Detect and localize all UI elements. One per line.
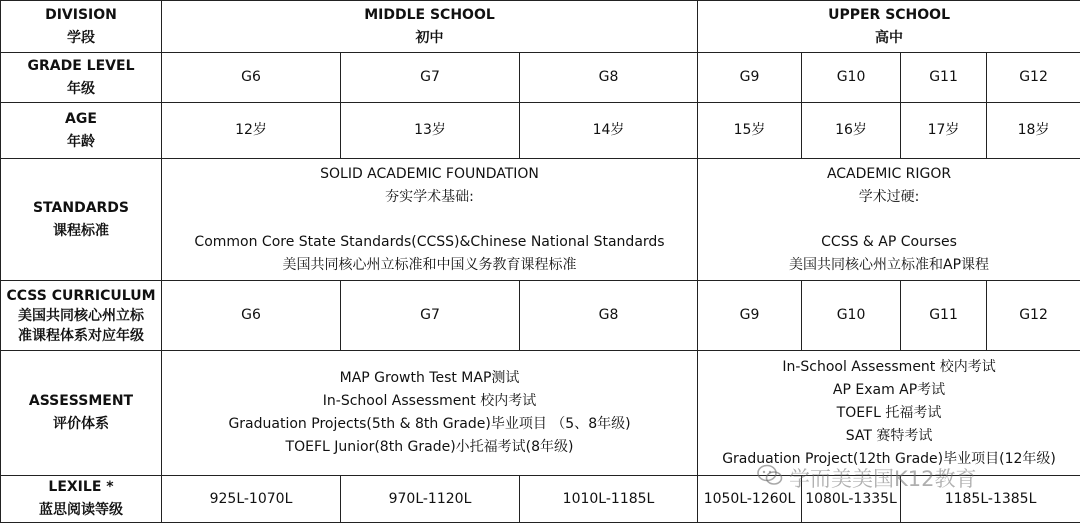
middle-school-header: MIDDLE SCHOOL 初中 — [162, 1, 698, 53]
age-cell: 14岁 — [520, 103, 698, 159]
ccss-cell: G9 — [698, 281, 802, 351]
grade-cell: G8 — [520, 53, 698, 103]
ccss-cell: G12 — [987, 281, 1080, 351]
standards-row — [1, 159, 1080, 281]
lexile-cell: 1080L-1335L — [802, 476, 901, 523]
assessment-item: In-School Assessment 校内考试 — [782, 358, 996, 375]
assessment-item: Graduation Project(12th Grade)毕业项目(12年级) — [722, 450, 1056, 467]
age-row — [1, 103, 1080, 159]
age-cell: 12岁 — [162, 103, 341, 159]
grade-cell: G9 — [698, 53, 802, 103]
assessment-middle — [162, 351, 698, 476]
assessment-item: TOEFL Junior(8th Grade)小托福考试(8年级) — [285, 439, 574, 455]
division-row — [1, 1, 1080, 53]
standards-middle: SOLID ACADEMIC FOUNDATION 夯实学术基础: Common Core State Standards(CCSS)&Chinese National Standards 美国共同核心州立标准和中国义务教育课程标准 — [162, 159, 698, 281]
watermark-text: 学而美美国K12教育 — [789, 467, 977, 491]
grade-cell: G6 — [162, 53, 341, 103]
grade-cell: G10 — [802, 53, 901, 103]
assessment-upper — [698, 351, 1080, 476]
upper-school-header: UPPER SCHOOL 高中 — [698, 1, 1080, 53]
lexile-label: LEXILE * 蓝思阅读等级 — [1, 476, 162, 523]
assessment-row — [1, 351, 1080, 476]
assessment-item: TOEFL 托福考试 — [836, 404, 942, 421]
ccss-label: CCSS CURRICULUM 美国共同核心州立标 准课程体系对应年级 — [1, 281, 162, 351]
assessment-item: MAP Growth Test MAP测试 — [339, 370, 520, 386]
lexile-cell: 1050L-1260L — [698, 476, 802, 523]
ccss-cell: G10 — [802, 281, 901, 351]
grade-cell: G7 — [341, 53, 520, 103]
assessment-item: In-School Assessment 校内考试 — [322, 393, 537, 409]
ccss-cell: G11 — [901, 281, 987, 351]
grade-level-row — [1, 53, 1080, 103]
assessment-label: ASSESSMENT 评价体系 — [1, 351, 162, 476]
standards-label: STANDARDS 课程标准 — [1, 159, 162, 281]
ccss-cell: G7 — [341, 281, 520, 351]
age-cell: 15岁 — [698, 103, 802, 159]
lexile-row — [1, 476, 1080, 523]
age-cell: 16岁 — [802, 103, 901, 159]
lexile-cell: 1185L-1385L — [901, 476, 1080, 523]
ccss-row — [1, 281, 1080, 351]
assessment-item: Graduation Projects(5th & 8th Grade)毕业项目 （5、8年级) — [228, 416, 631, 432]
lexile-cell: 1010L-1185L — [520, 476, 698, 523]
grade-cell: G11 — [901, 53, 987, 103]
age-cell: 18岁 — [987, 103, 1080, 159]
ccss-cell: G6 — [162, 281, 341, 351]
division-header: DIVISION 学段 — [1, 1, 162, 53]
ccss-cell: G8 — [520, 281, 698, 351]
age-cell: 13岁 — [341, 103, 520, 159]
age-cell: 17岁 — [901, 103, 987, 159]
standards-upper: ACADEMIC RIGOR 学术过硬: CCSS & AP Courses 美国共同核心州立标准和AP课程 — [698, 159, 1080, 281]
lexile-cell: 970L-1120L — [341, 476, 520, 523]
age-label: AGE 年龄 — [1, 103, 162, 159]
grade-cell: G12 — [987, 53, 1080, 103]
lexile-cell: 925L-1070L — [162, 476, 341, 523]
grade-level-label: GRADE LEVEL 年级 — [1, 53, 162, 103]
assessment-item: SAT 赛特考试 — [845, 427, 933, 444]
assessment-item: AP Exam AP考试 — [832, 381, 946, 398]
